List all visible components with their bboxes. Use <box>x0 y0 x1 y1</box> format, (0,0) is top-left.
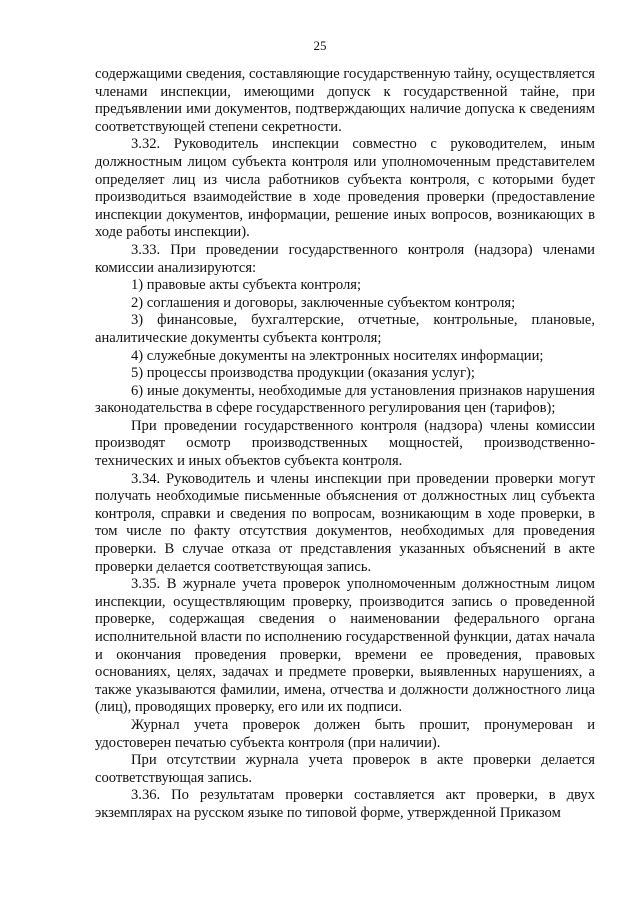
page-number: 25 <box>313 38 327 53</box>
list-item-6: 6) иные документы, необходимые для установления признаков нарушения законодательства в сфере государственного регулирования цен (тарифов); <box>95 382 595 417</box>
list-item-1: 1) правовые акты субъекта контроля; <box>131 277 362 294</box>
paragraph-3-33: 3.33. При проведении государственного контроля (надзора) членами комиссии анализируются: <box>95 241 595 276</box>
paragraph-3-32: 3.32. Руководитель инспекции совместно с руководителем, иным должностным лицом субъекта контроля или уполномоченным представителем определяет лиц из числа работников субъекта контроля, с которыми будет производиться взаимодействие в ходе проведения проверки (предоставление инспекции документов, информации, решение иных вопросов, возникающих в ходе работы инспекции). <box>95 136 595 241</box>
paragraph-journal-binding: Журнал учета проверок должен быть прошит, пронумерован и удостоверен печатью субъекта контроля (при наличии). <box>95 716 595 751</box>
list-item-5: 5) процессы производства продукции (оказания услуг); <box>131 365 475 382</box>
list-item-4: 4) служебные документы на электронных носителях информации; <box>131 347 544 364</box>
paragraph-3-34: 3.34. Руководитель и члены инспекции при проведении проверки могут получать необходимые письменные объяснения от должностных лиц субъекта контроля, справки и сведения по вопросам, возникающим в ходе проверки, в том числе по факту отсутствия документов, необходимых для проведения проверки. В случае отказа от представления указанных объяснений в акте проверки делается соответствующая запись. <box>95 470 595 575</box>
paragraph-3-35: 3.35. В журнале учета проверок уполномоченным должностным лицом инспекции, осуществляющим проверку, производится запись о проведенной проверке, содержащая сведения о наименовании федерального органа исполнительной власти по исполнению государственной функции, датах начала и окончания проведения проверки, времени ее проведения, правовых основаниях, целях, задачах и предмете проверки, выявленных нарушениях, а также указываются фамилии, имена, отчества и должности должностного лица (лиц), проводящих проверку, его или их подписи. <box>95 576 595 716</box>
list-item-2: 2) соглашения и договоры, заключенные субъектом контроля; <box>131 294 516 311</box>
paragraph-inspection-objects: При проведении государственного контроля (надзора) члены комиссии производят осмотр производственных мощностей, производственно-технических и иных объектов субъекта контроля. <box>95 417 595 470</box>
paragraph-journal-absence: При отсутствии журнала учета проверок в акте проверки делается соответствующая запись. <box>95 752 595 786</box>
paragraph-3-36: 3.36. По результатам проверки составляется акт проверки, в двух экземплярах на русском языке по типовой форме, утвержденной Приказом <box>95 787 595 821</box>
document-body <box>95 66 595 823</box>
list-item-3: 3) финансовые, бухгалтерские, отчетные, контрольные, плановые, аналитические документы субъекта контроля; <box>95 312 595 346</box>
paragraph-secrecy-continuation: содержащими сведения, составляющие государственную тайну, осуществляется членами инспекции, имеющими допуск к государственной тайне, при предъявлении ими документов, подтверждающих наличие допуска к сведениям соответствующей степени секретности. <box>95 66 595 135</box>
